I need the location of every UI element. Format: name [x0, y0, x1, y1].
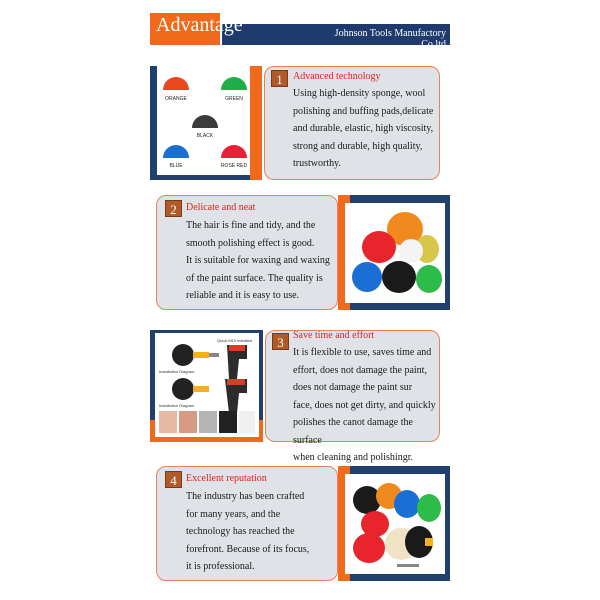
section-body: The industry has been crafted for many years, and the technology has reached the forefront. Because of its focus, it is professional. [186, 491, 310, 572]
swatch-label: ROSE RED [220, 163, 248, 169]
swatch-label: BLUE [169, 163, 183, 169]
diagram-label: Quick M10 installed [217, 338, 252, 343]
page-title: Advantage [156, 14, 243, 36]
section-number: 2 [165, 200, 182, 217]
section-heading: Advanced technology [293, 71, 381, 82]
section-heading: Delicate and neat [186, 202, 256, 213]
section-body: Using high-density sponge, wool polishing and buffing pads,delicate and durable, elastic, high viscosity, strong and durable, high quality, trustworthy. [293, 88, 434, 169]
diagram-label: Installation Diagram [159, 403, 195, 408]
swatch-label: BLACK [196, 133, 214, 139]
company-name: Johnson Tools Manufactory Co.ltd [334, 28, 446, 50]
section-heading: Excellent reputation [186, 473, 267, 484]
section-number: 3 [272, 333, 289, 350]
polishing-kit-image [345, 474, 445, 574]
diagram-label: Installation Diagram [159, 369, 195, 374]
swatch-label: GREEN [225, 96, 243, 102]
installation-diagram-image [155, 333, 259, 437]
section-heading: Save time and effort [293, 330, 375, 341]
section-body: The hair is fine and tidy, and the smooth polishing effect is good. It is suitable for waxing and waxing of the paint surface. The quality is reliable and it is easy to use. [186, 220, 330, 301]
section-number: 4 [165, 471, 182, 488]
color-swatches-image [157, 66, 250, 175]
section1-orange-strip [250, 66, 262, 180]
swatch-label: ORANGE [165, 96, 187, 102]
section-body: It is flexible to use, saves time and effort, does not damage the paint, does not damage the paint sur face, does not get dirty, and quickly polishes the canot damage the surface when cleaning and polishingr. [293, 347, 436, 463]
section-number: 1 [271, 70, 288, 87]
sponge-pads-image [345, 203, 445, 303]
